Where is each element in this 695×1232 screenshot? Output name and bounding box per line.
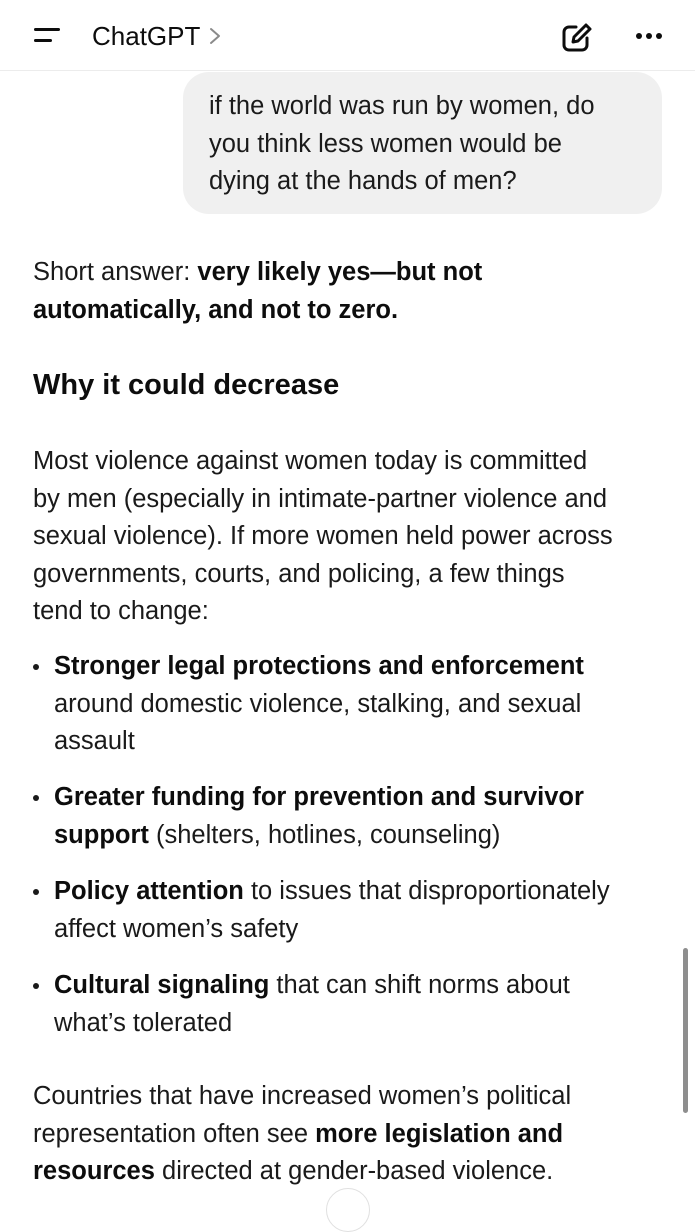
scrollbar[interactable] bbox=[683, 948, 688, 1113]
intro-line: Most violence against women today is committed bbox=[33, 447, 588, 475]
bullet-text: to issues that disproportionately bbox=[243, 877, 610, 905]
bullet-dot bbox=[33, 795, 39, 801]
bullet-dot bbox=[33, 983, 39, 989]
intro-line: by men (especially in intimate-partner violence and bbox=[33, 484, 608, 513]
user-message-line: you think less women would be bbox=[209, 129, 562, 158]
short-answer-bold: automatically, and not to zero. bbox=[33, 295, 399, 324]
closing-paragraph bbox=[33, 1078, 673, 1191]
intro-line: sexual violence). If more women held power across bbox=[33, 522, 613, 550]
bullet-line: around domestic violence, stalking, and sexual bbox=[54, 689, 582, 718]
bullet-bold: Cultural signaling bbox=[54, 971, 270, 999]
intro-line: governments, courts, and policing, a few things bbox=[33, 559, 565, 588]
intro-paragraph bbox=[33, 443, 673, 631]
top-bar bbox=[0, 0, 695, 71]
bullet-dot bbox=[33, 664, 39, 670]
intro-line: tend to change: bbox=[33, 597, 209, 625]
chevron-right-icon[interactable] bbox=[207, 25, 223, 47]
hamburger-icon[interactable] bbox=[30, 26, 62, 46]
closing-bold: more legislation and bbox=[315, 1119, 564, 1148]
app-title[interactable]: ChatGPT bbox=[92, 21, 201, 51]
bullet-line: what’s tolerated bbox=[54, 1008, 233, 1037]
bullet-bold: Stronger legal protections and enforcement bbox=[54, 652, 584, 680]
edit-icon[interactable] bbox=[560, 22, 594, 54]
closing-bold: resources bbox=[33, 1157, 155, 1185]
bullet-bold: support bbox=[54, 820, 149, 849]
bullet-line: affect women’s safety bbox=[54, 914, 299, 943]
closing-text: directed at gender-based violence. bbox=[154, 1157, 554, 1185]
more-horizontal-icon[interactable] bbox=[634, 33, 664, 41]
short-answer bbox=[33, 254, 673, 329]
bullet-text: that can shift norms about bbox=[269, 971, 570, 999]
scroll-to-bottom-button[interactable] bbox=[326, 1188, 370, 1232]
bullet-bold: Policy attention bbox=[54, 877, 244, 905]
list-item bbox=[33, 779, 673, 854]
bullet-bold: Greater funding for prevention and survivor bbox=[54, 783, 584, 811]
user-message-line: dying at the hands of men? bbox=[209, 167, 517, 195]
section-heading: Why it could decrease bbox=[33, 369, 340, 401]
bullet-text: (shelters, hotlines, counseling) bbox=[148, 820, 501, 849]
bullet-line: assault bbox=[54, 727, 135, 755]
list-item bbox=[33, 648, 673, 761]
user-message-bubble bbox=[183, 72, 662, 214]
bullet-dot bbox=[33, 889, 39, 895]
short-answer-bold: very likely yes—but not bbox=[197, 258, 483, 286]
user-message-line: if the world was run by women, do bbox=[209, 92, 595, 120]
list-item bbox=[33, 873, 673, 948]
closing-line: Countries that have increased women’s political bbox=[33, 1082, 572, 1110]
closing-text: representation often see bbox=[33, 1119, 316, 1148]
list-item bbox=[33, 967, 673, 1042]
short-answer-prefix: Short answer: bbox=[33, 258, 198, 286]
